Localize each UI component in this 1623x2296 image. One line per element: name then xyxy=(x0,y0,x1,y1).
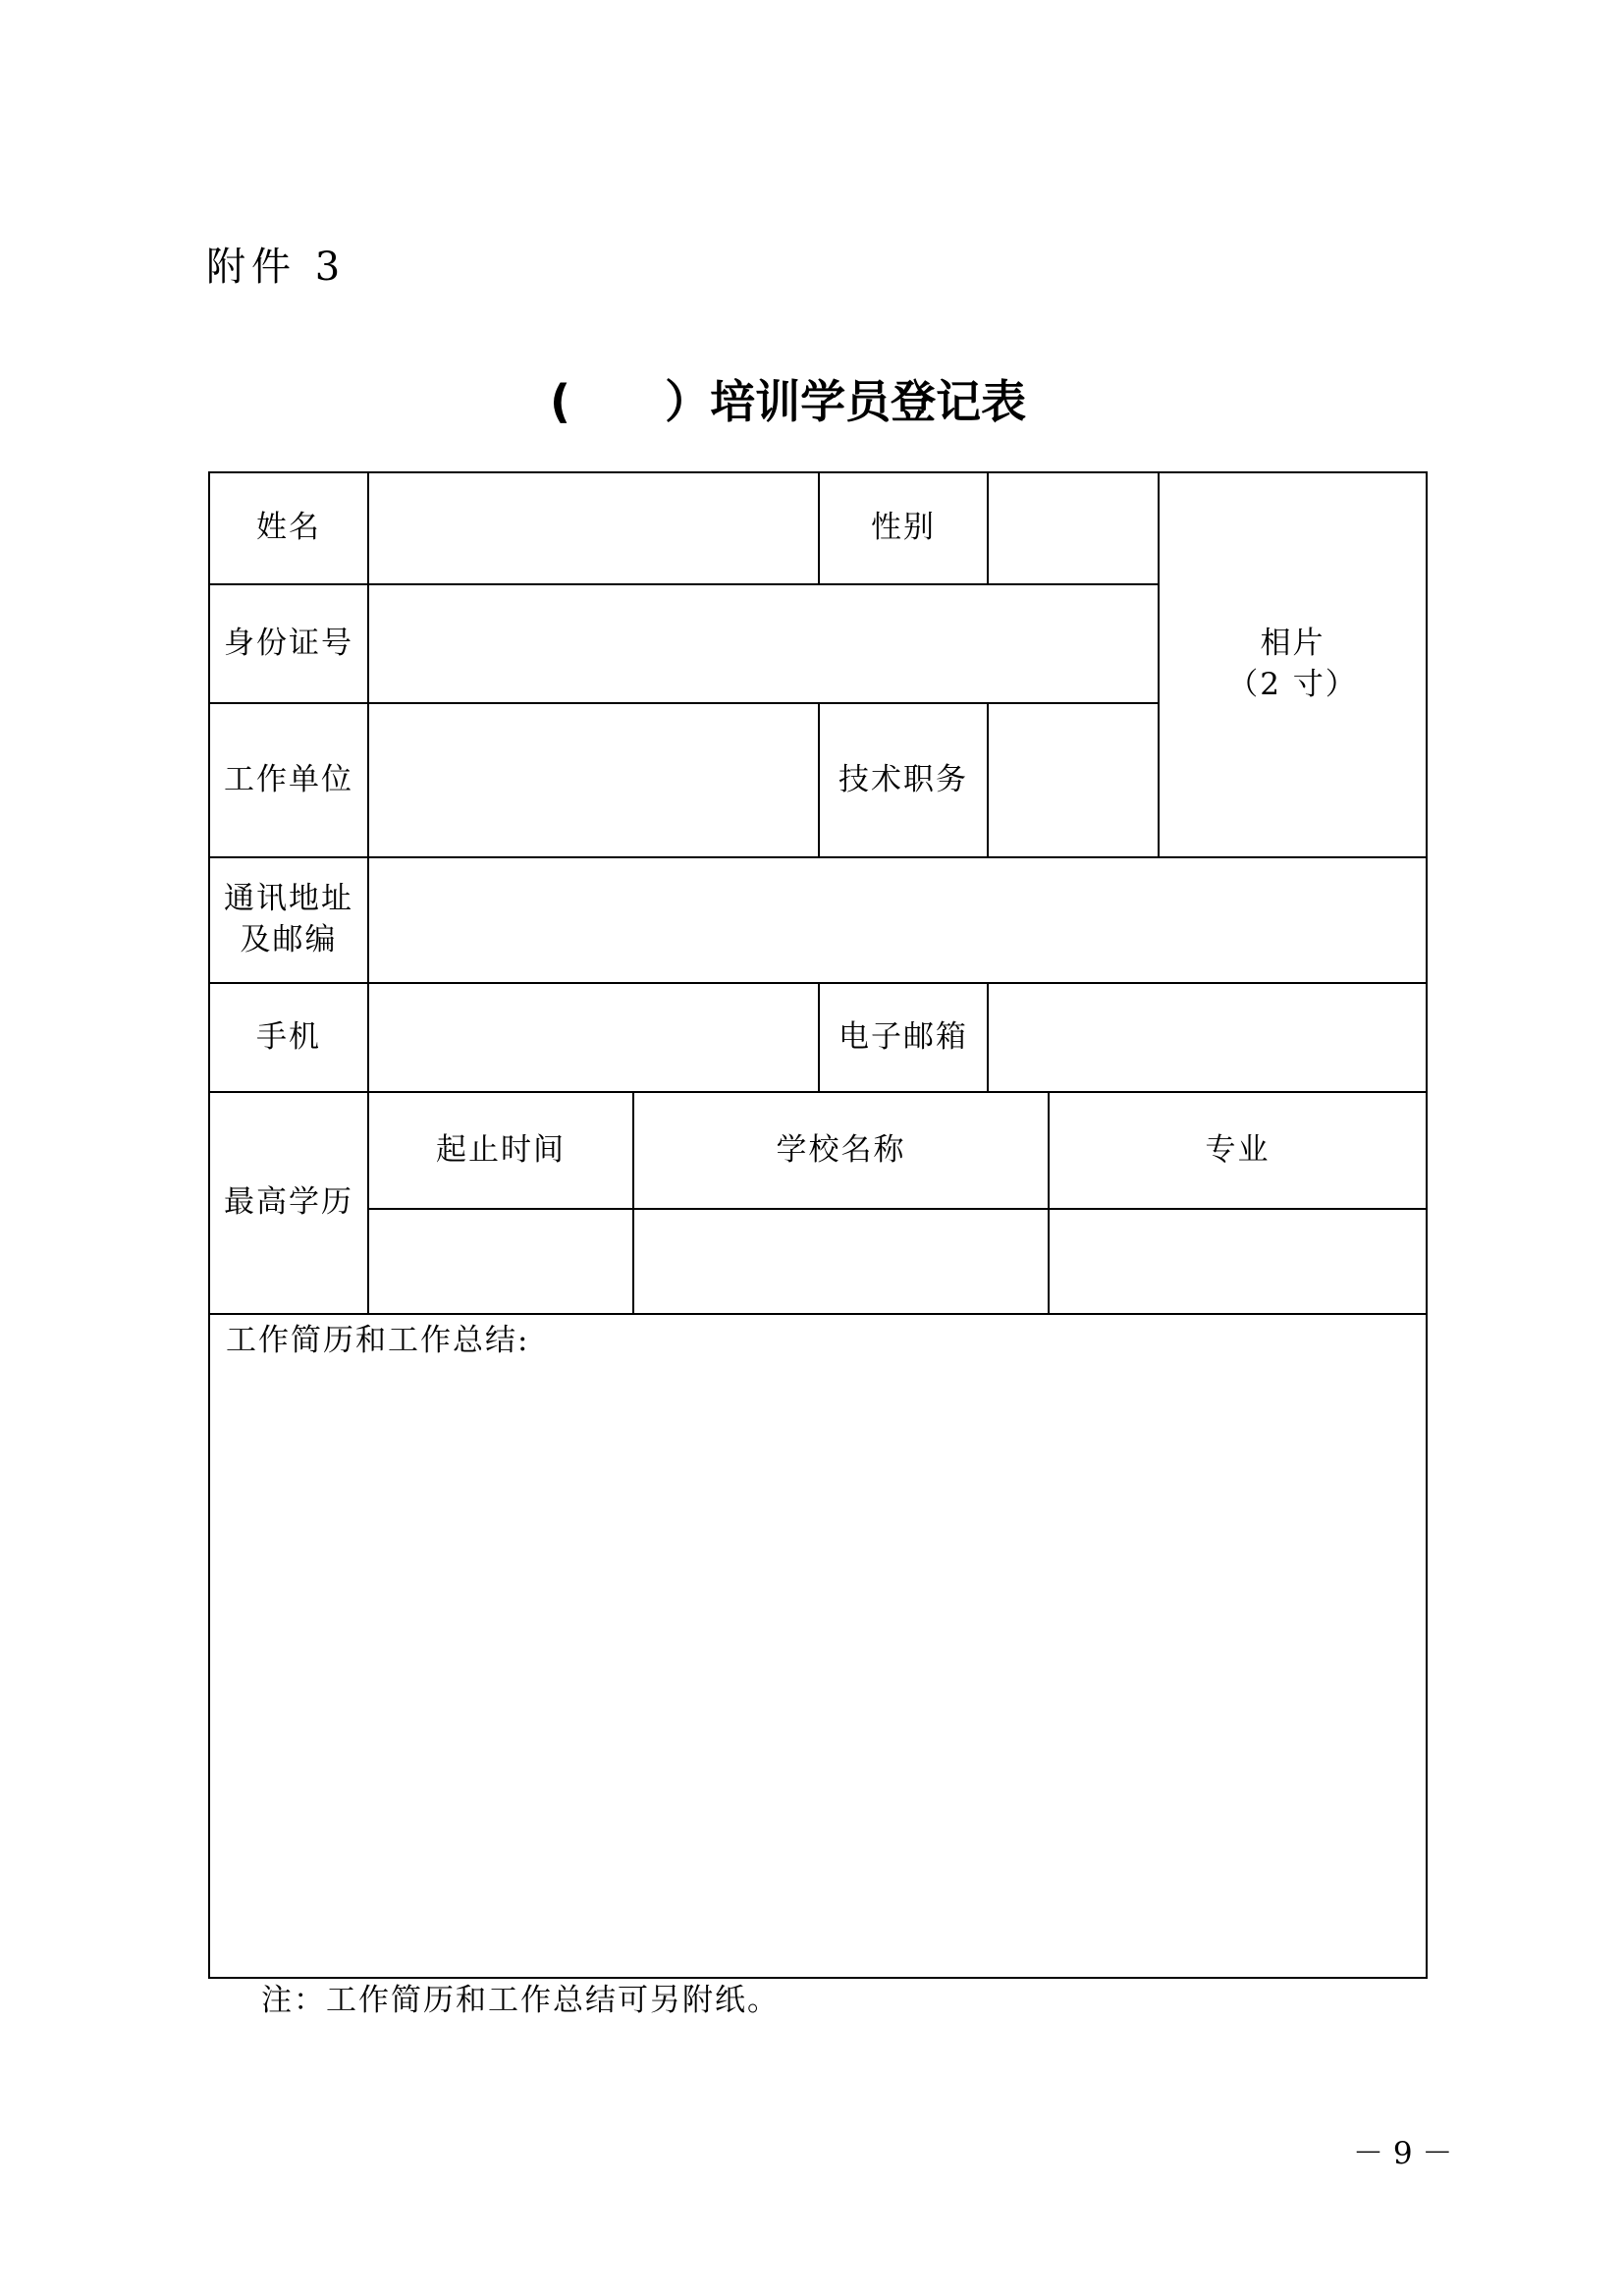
email-field[interactable] xyxy=(988,983,1427,1092)
footnote: 注：工作简历和工作总结可另附纸。 xyxy=(261,1983,780,2018)
mobile-label: 手机 xyxy=(209,983,368,1092)
name-field[interactable] xyxy=(368,472,819,584)
form-title: ( ）培训学员登记表 xyxy=(550,375,1027,428)
photo-cell[interactable] xyxy=(1159,472,1427,857)
gender-field[interactable] xyxy=(988,472,1159,584)
education-school-field[interactable] xyxy=(633,1209,1049,1314)
mobile-field[interactable] xyxy=(368,983,819,1092)
position-label: 技术职务 xyxy=(819,703,988,857)
address-field[interactable] xyxy=(368,857,1427,983)
position-field[interactable] xyxy=(988,703,1159,857)
work-summary-label: 工作简历和工作总结: xyxy=(226,1323,530,1358)
education-major-header: 专业 xyxy=(1049,1092,1427,1209)
attachment-label: 附件 3 xyxy=(206,245,347,290)
registration-form-table xyxy=(208,471,1428,1979)
address-label-line1: 通讯地址 xyxy=(224,881,353,917)
gender-label: 性别 xyxy=(819,472,988,584)
education-period-header: 起止时间 xyxy=(368,1092,633,1209)
page-number: － 9 － xyxy=(1353,2136,1453,2171)
photo-size-label: （2 寸） xyxy=(1227,667,1358,702)
education-label: 最高学历 xyxy=(209,1092,368,1314)
email-label: 电子邮箱 xyxy=(819,983,988,1092)
id-number-label: 身份证号 xyxy=(209,584,368,703)
id-number-field[interactable] xyxy=(368,584,1159,703)
employer-label: 工作单位 xyxy=(209,703,368,857)
education-school-header: 学校名称 xyxy=(633,1092,1049,1209)
photo-label: 相片 xyxy=(1260,626,1325,662)
employer-field[interactable] xyxy=(368,703,819,857)
name-label: 姓名 xyxy=(209,472,368,584)
work-summary-cell[interactable] xyxy=(209,1314,1427,1978)
address-label xyxy=(209,857,368,983)
education-major-field[interactable] xyxy=(1049,1209,1427,1314)
education-period-field[interactable] xyxy=(368,1209,633,1314)
address-label-line2: 及邮编 xyxy=(240,922,338,957)
